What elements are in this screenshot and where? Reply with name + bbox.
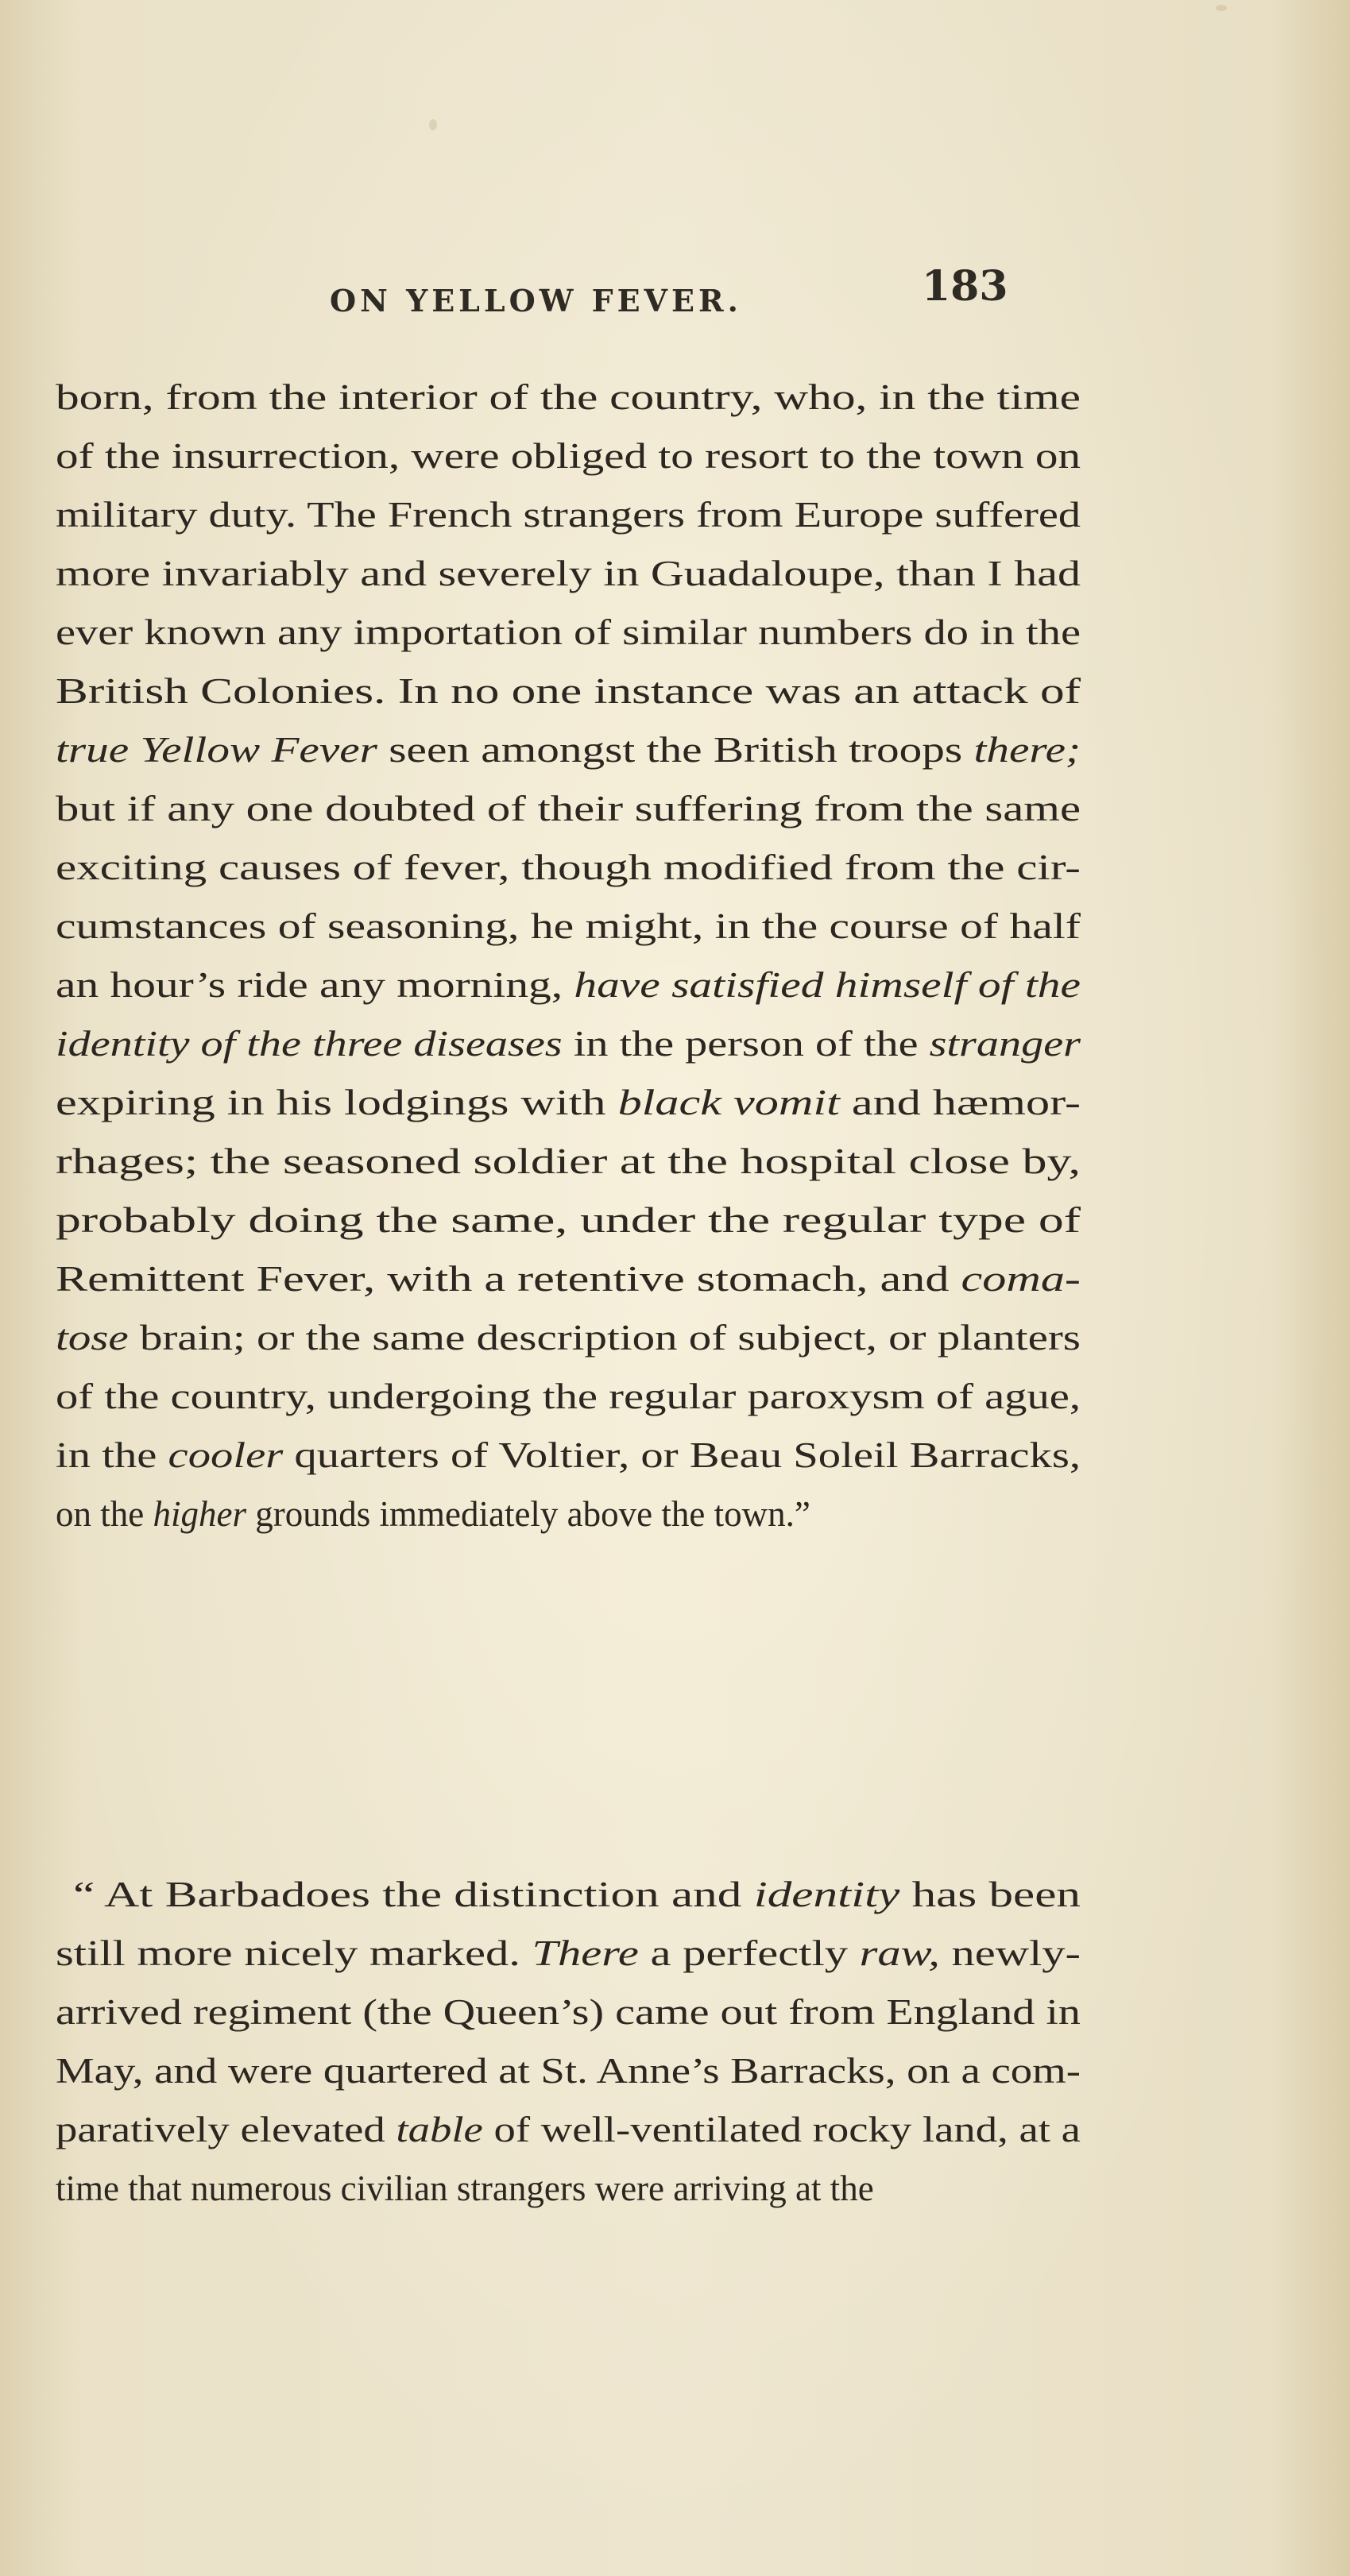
italic-text: cooler bbox=[168, 1435, 284, 1475]
text-line bbox=[56, 1196, 1081, 1244]
italic-text: black vomit bbox=[617, 1083, 840, 1122]
text-line bbox=[56, 491, 1081, 539]
text-run: quarters of Voltier, or Beau Soleil Barracks, bbox=[283, 1435, 1081, 1475]
text-line bbox=[56, 1373, 1081, 1420]
text-run: and hæmor- bbox=[839, 1083, 1081, 1122]
text-run: of the insurrection, were obliged to resort to the town on bbox=[56, 436, 1081, 476]
italic-text: identity of the three diseases bbox=[56, 1024, 563, 1064]
italic-text: stranger bbox=[929, 1024, 1081, 1064]
text-run: military duty. The French strangers from Europe suffered bbox=[56, 495, 1081, 535]
italic-text: table bbox=[396, 2110, 483, 2149]
text-line bbox=[56, 1431, 1081, 1479]
italic-text: coma- bbox=[961, 1259, 1081, 1299]
text-line bbox=[56, 902, 1081, 950]
text-line bbox=[56, 432, 1081, 480]
text-run: of well-ventilated rocky land, at a bbox=[482, 2110, 1081, 2149]
text-line bbox=[56, 1020, 1081, 1068]
text-run: more invariably and severely in Guadaloupe, than I had bbox=[56, 554, 1081, 593]
text-line bbox=[56, 844, 1081, 891]
text-run: an hour’s ride any morning, bbox=[56, 965, 574, 1005]
italic-text: there; bbox=[973, 730, 1081, 770]
text-line bbox=[56, 726, 1081, 774]
text-run: born, from the interior of the country, who, in the time bbox=[56, 377, 1081, 417]
text-run: “ At Barbadoes the distinction and bbox=[73, 1875, 754, 1914]
text-run: brain; or the same description of subject, or planters bbox=[128, 1318, 1081, 1358]
text-run: of the country, undergoing the regular paroxysm of ague, bbox=[56, 1377, 1081, 1416]
italic-text: true Yellow Fever bbox=[56, 730, 377, 770]
text-run: rhages; the seasoned soldier at the hospital close by, bbox=[56, 1141, 1081, 1181]
text-run: grounds immediately above the town.” bbox=[246, 1494, 810, 1534]
text-run: May, and were quartered at St. Anne’s Barracks, on a com- bbox=[56, 2051, 1081, 2091]
text-run: expiring in his lodgings with bbox=[56, 1083, 618, 1122]
text-line bbox=[73, 1871, 1081, 1918]
text-run: a perfectly bbox=[638, 1933, 860, 1973]
page-header bbox=[111, 262, 1097, 326]
text-line bbox=[56, 373, 1081, 421]
text-line bbox=[56, 1314, 1081, 1361]
text-line bbox=[56, 785, 1081, 832]
text-line bbox=[56, 608, 1081, 656]
text-run: but if any one doubted of their suffering from the same bbox=[56, 789, 1081, 828]
text-line bbox=[56, 2106, 1081, 2153]
text-run: seen amongst the British troops bbox=[377, 730, 974, 770]
text-line bbox=[56, 1255, 1081, 1303]
text-line bbox=[56, 1988, 1081, 2036]
page-number: 183 bbox=[922, 262, 1008, 311]
text-line bbox=[56, 2047, 1081, 2095]
text-line bbox=[56, 1137, 1081, 1185]
text-run: newly- bbox=[939, 1933, 1081, 1973]
paper-stain bbox=[429, 119, 437, 130]
text-run: in the person of the bbox=[562, 1024, 930, 1064]
italic-text: raw, bbox=[859, 1933, 940, 1973]
running-head: ON YELLOW FEVER. bbox=[330, 283, 742, 319]
text-run: has been bbox=[899, 1875, 1081, 1914]
text-run: ever known any importation of similar numbers do in the bbox=[56, 612, 1081, 652]
italic-text: tose bbox=[56, 1318, 129, 1358]
text-line bbox=[56, 961, 1081, 1009]
text-run: time that numerous civilian strangers were arriving at the bbox=[56, 2169, 874, 2208]
text-run: still more nicely marked. bbox=[56, 1933, 532, 1973]
text-line bbox=[56, 667, 1081, 715]
text-run: British Colonies. In no one instance was an attack of bbox=[56, 671, 1081, 711]
text-run: paratively elevated bbox=[56, 2110, 396, 2149]
italic-text: There bbox=[532, 1933, 639, 1973]
text-run: Remittent Fever, with a retentive stomach, and bbox=[56, 1259, 961, 1299]
text-run: in the bbox=[56, 1435, 168, 1475]
text-run: cumstances of seasoning, he might, in the course of half bbox=[56, 906, 1081, 946]
text-run: arrived regiment (the Queen’s) came out from England in bbox=[56, 1992, 1081, 2032]
text-run: on the bbox=[56, 1494, 153, 1534]
text-line bbox=[56, 550, 1081, 597]
text-run: probably doing the same, under the regular type of bbox=[56, 1200, 1081, 1240]
text-line bbox=[56, 1929, 1081, 1977]
italic-text: higher bbox=[153, 1494, 246, 1534]
text-line bbox=[56, 1490, 810, 1538]
text-line bbox=[56, 1079, 1081, 1126]
italic-text: identity bbox=[753, 1875, 900, 1914]
text-line bbox=[56, 2165, 874, 2212]
text-run: exciting causes of fever, though modified from the cir- bbox=[56, 848, 1081, 887]
italic-text: have satisfied himself of the bbox=[574, 965, 1081, 1005]
paper-stain bbox=[1216, 5, 1227, 11]
